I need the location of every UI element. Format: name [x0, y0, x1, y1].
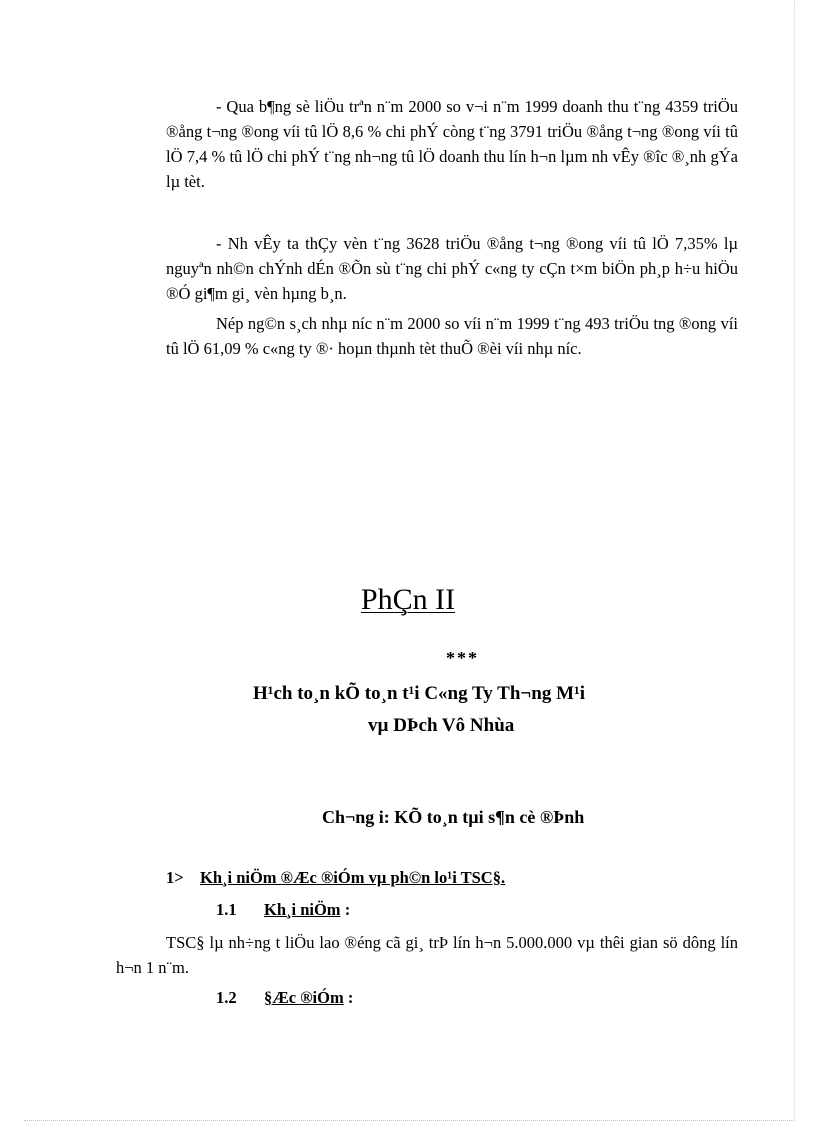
part-heading-line-2: vµ DÞch Vô Nhùa — [368, 715, 515, 736]
subsection-colon: : — [340, 900, 351, 919]
section-separator-stars: *** — [446, 648, 479, 668]
section-title: Kh¸i niÖm ®Æc ®iÓm vµ ph©n lo¹i TSC§. — [200, 868, 506, 887]
chapter-title: Ch¬ng i: KÕ to¸n tµi s¶n cè ®Þnh — [322, 807, 585, 827]
subsection-number: 1.1 — [216, 900, 237, 919]
part-title-text: PhÇn II — [360, 583, 456, 616]
paragraph-capital-analysis: - Nh vÊy ta thÇy vèn t¨ng 3628 triÖu ®ång t¬ng ®ong víi tû lÖ 7,35% lµ nguyªn nh©n chÝnh dÉn ®Õn sù t¨ng chi phÝ c«ng ty cÇn t×m biÖn ph¸p h÷u hiÖu ®Ó gi¶m gi¸ vèn hµng b¸n. — [166, 234, 738, 303]
section-number: 1> — [166, 868, 184, 887]
page-edge-rule-bottom — [24, 1120, 794, 1121]
paragraph-revenue-analysis: - Qua b¶ng sè liÖu trªn n¨m 2000 so v¬i n¨m 1999 doanh thu t¨ng 4359 triÖu ®ång t¬ng ®ong víi tû lÖ 8,6 % chi phÝ còng t¨ng 3791 triÖu ®ång t¬ng ®ong víi tû lÖ 7,4 % tû lÖ chi phÝ t¨ng nh¬ng tû lÖ doanh thu lín h¬n lµm nh vÊy ®îc ®¸nh gÝa lµ tèt. — [166, 97, 738, 191]
subsection-colon: : — [343, 988, 354, 1007]
section-heading-1 — [166, 866, 505, 890]
page-edge-rule-right — [794, 0, 795, 1120]
paragraph-budget-contribution: Nép ng©n s¸ch nhµ níc n¨m 2000 so víi n¨m 1999 t¨ng 493 triÖu tng ®ong víi tû lÖ 61,09 % c«ng ty ®· hoµn thµnh tèt thuÕ ®èi víi nhµ níc. — [166, 314, 738, 358]
subsection-heading-1-1 — [216, 898, 350, 922]
subsection-heading-1-2 — [216, 986, 353, 1010]
part-heading-line-1: H¹ch to¸n kÕ to¸n t¹i C«ng Ty Th¬ng M¹i — [253, 683, 585, 704]
part-title — [0, 582, 816, 618]
subsection-number: 1.2 — [216, 988, 237, 1007]
subsection-title: Kh¸i niÖm — [264, 900, 341, 919]
subsection-title: §Æc ®iÓm — [264, 988, 344, 1007]
paragraph-definition: TSC§ lµ nh÷ng t liÖu lao ®éng cã gi¸ trÞ lín h¬n 5.000.000 vµ thêi gian sö dông lín h¬n 1 n¨m. — [116, 933, 738, 977]
